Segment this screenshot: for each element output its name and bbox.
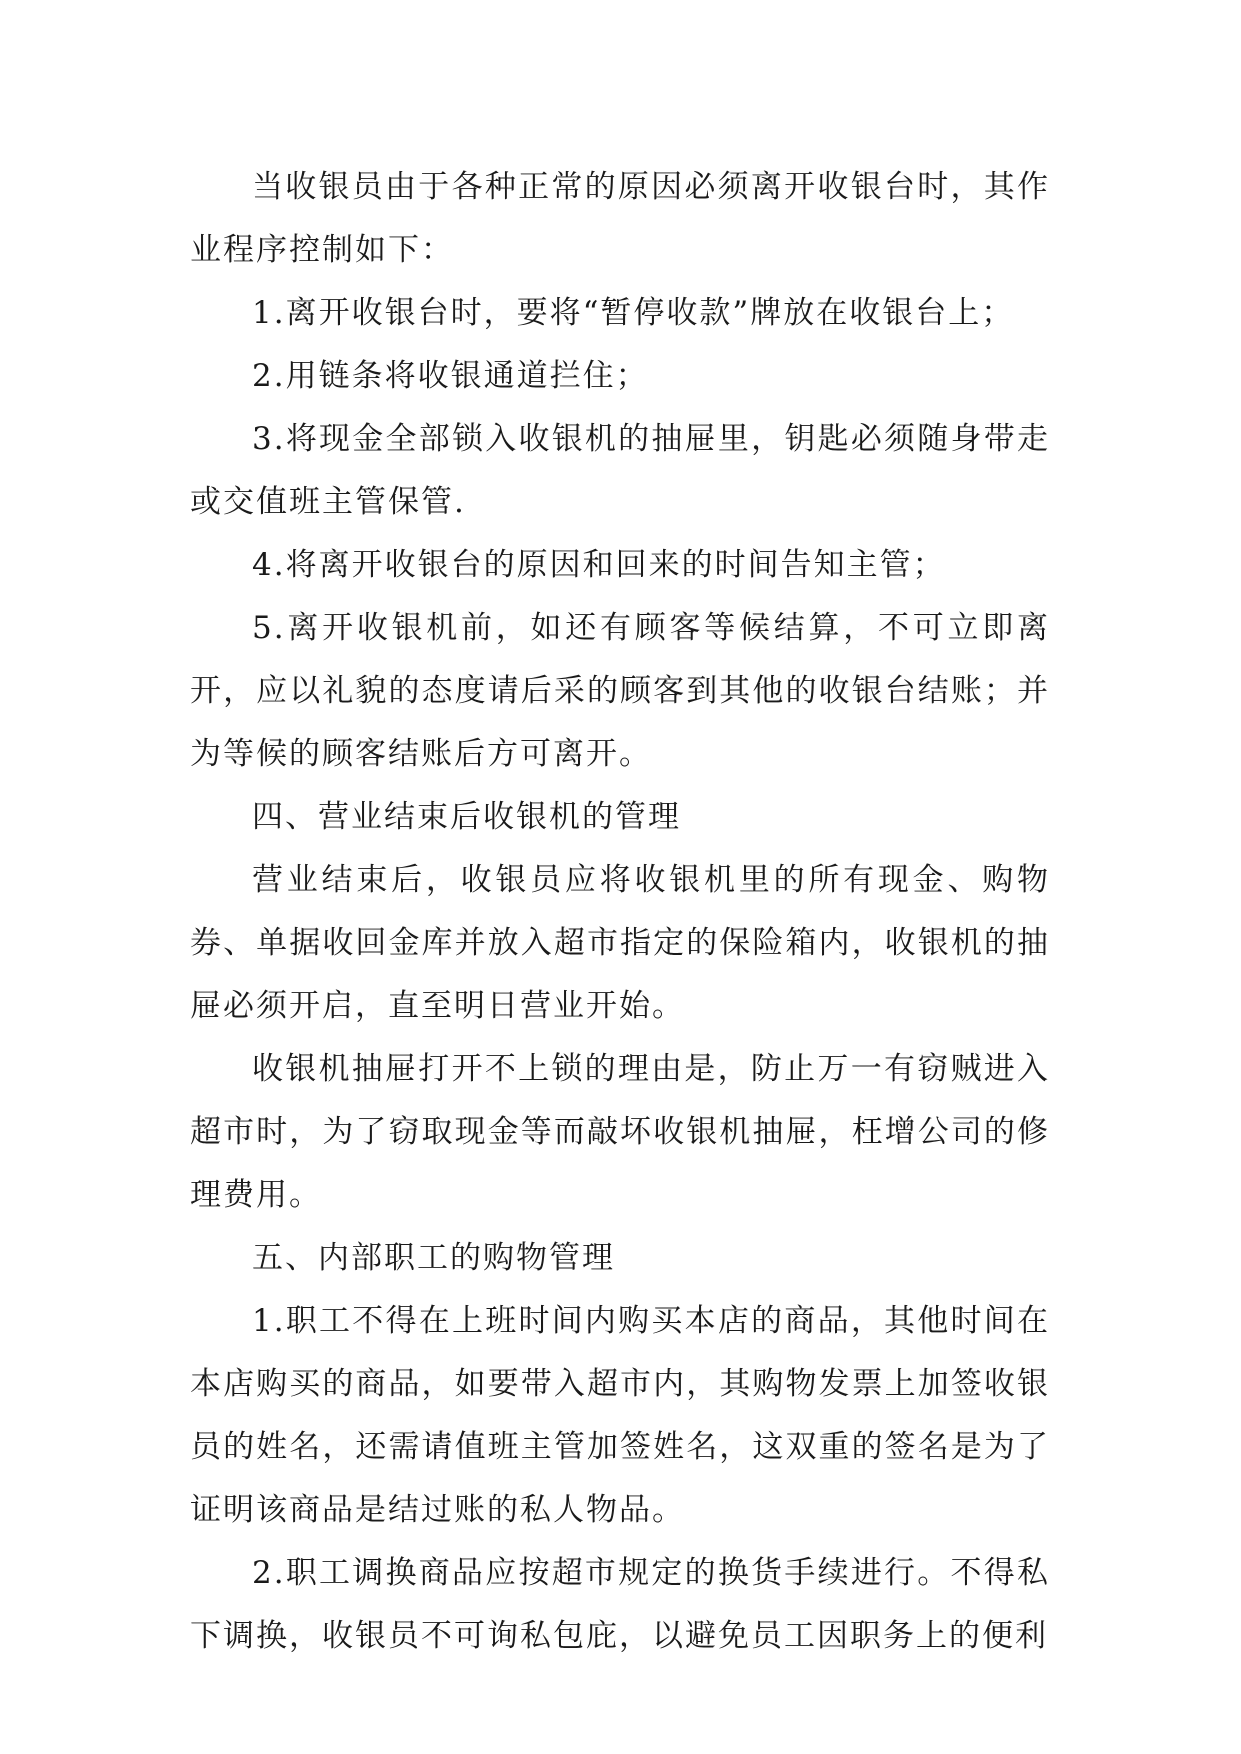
paragraph-step-4: 4.将离开收银台的原因和回来的时间告知主管； <box>252 547 946 583</box>
section-heading-5: 五、内部职工的购物管理 <box>252 1240 615 1276</box>
paragraph-drawer-reason: 收银机抽屉打开不上锁的理由是，防止万一有窃贼进入超市时，为了窃取现金等而敲坏收银机抽屉，枉增公司的修理费用。 <box>190 1051 1050 1213</box>
paragraph-step-1: 1.离开收银台时，要将“暂停收款”牌放在收银台上； <box>252 295 1015 331</box>
section-heading-4: 四、营业结束后收银机的管理 <box>252 799 681 835</box>
paragraph-step-3: 3.将现金全部锁入收银机的抽屉里，钥匙必须随身带走或交值班主管保管. <box>190 421 1050 520</box>
paragraph-staff-rule-2: 2.职工调换商品应按超市规定的换货手续进行。不得私下调换，收银员不可询私包庇，以避免员工因职务上的便利 <box>190 1555 1050 1654</box>
paragraph-staff-rule-1: 1.职工不得在上班时间内购买本店的商品，其他时间在本店购买的商品，如要带入超市内，其购物发票上加签收银员的姓名，还需请值班主管加签姓名，这双重的签名是为了证明该商品是结过账的私人物品。 <box>190 1303 1050 1528</box>
paragraph-step-2: 2.用链条将收银通道拦住； <box>252 358 649 394</box>
paragraph-step-5: 5.离开收银机前，如还有顾客等候结算，不可立即离开，应以礼貌的态度请后采的顾客到其他的收银台结账；并为等候的顾客结账后方可离开。 <box>190 610 1050 772</box>
paragraph-intro: 当收银员由于各种正常的原因必须离开收银台时，其作业程序控制如下： <box>190 169 1050 268</box>
document-body <box>190 156 1050 1668</box>
paragraph-closing-procedure: 营业结束后，收银员应将收银机里的所有现金、购物券、单据收回金库并放入超市指定的保险箱内，收银机的抽屉必须开启，直至明日营业开始。 <box>190 862 1050 1024</box>
